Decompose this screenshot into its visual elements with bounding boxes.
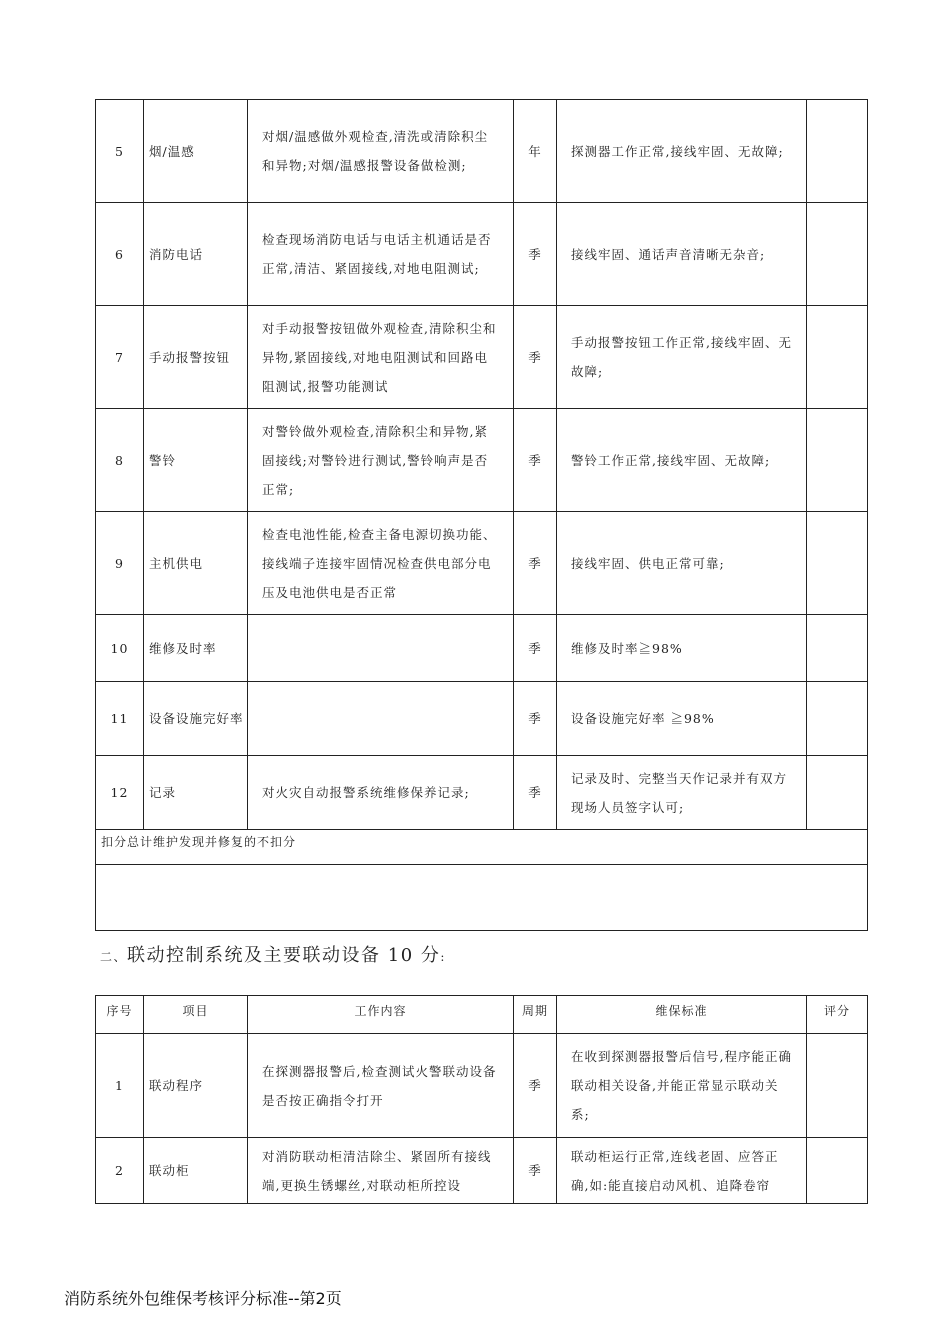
note-row — [96, 830, 868, 865]
row-number: 5 — [96, 100, 144, 203]
blank-cell — [96, 865, 868, 931]
header-content: 工作内容 — [248, 996, 514, 1034]
row-number: 8 — [96, 409, 144, 512]
row-score — [807, 512, 868, 615]
table-row — [96, 756, 868, 830]
row-score — [807, 615, 868, 682]
row-period: 季 — [514, 615, 557, 682]
row-score — [807, 100, 868, 203]
maintenance-table-linkage — [95, 995, 868, 1204]
table-row — [96, 512, 868, 615]
table-row — [96, 100, 868, 203]
row-score — [807, 203, 868, 306]
row-standard: 在收到探测器报警后信号,程序能正确联动相关设备,并能正常显示联动关系; — [557, 1034, 807, 1138]
maintenance-table-fire-alarm — [95, 99, 868, 931]
row-standard: 设备设施完好率 ≧98% — [557, 682, 807, 756]
row-content: 对手动报警按钮做外观检查,清除积尘和异物,紧固接线,对地电阻测试和回路电阻测试,报警功能测试 — [248, 306, 514, 409]
row-content: 对警铃做外观检查,清除积尘和异物,紧固接线;对警铃进行测试,警铃响声是否正常; — [248, 409, 514, 512]
row-standard: 接线牢固、供电正常可靠; — [557, 512, 807, 615]
row-standard: 手动报警按钮工作正常,接线牢固、无故障; — [557, 306, 807, 409]
row-standard: 接线牢固、通话声音清晰无杂音; — [557, 203, 807, 306]
row-period: 季 — [514, 306, 557, 409]
table-header-row — [96, 996, 868, 1034]
row-score — [807, 682, 868, 756]
table-row — [96, 1034, 868, 1138]
row-number: 10 — [96, 615, 144, 682]
row-content: 对烟/温感做外观检查,清洗或清除积尘和异物;对烟/温感报警设备做检测; — [248, 100, 514, 203]
row-standard: 警铃工作正常,接线牢固、无故障; — [557, 409, 807, 512]
row-period: 季 — [514, 409, 557, 512]
row-number: 12 — [96, 756, 144, 830]
row-period: 季 — [514, 1034, 557, 1138]
table-row — [96, 1138, 868, 1204]
row-item: 记录 — [144, 756, 248, 830]
row-standard: 记录及时、完整当天作记录并有双方现场人员签字认可; — [557, 756, 807, 830]
row-period: 季 — [514, 756, 557, 830]
row-item: 手动报警按钮 — [144, 306, 248, 409]
section-suffix: : — [440, 950, 446, 964]
blank-row — [96, 865, 868, 931]
deduction-note: 扣分总计维护发现并修复的不扣分 — [96, 830, 868, 865]
row-item: 联动柜 — [144, 1138, 248, 1204]
row-period: 季 — [514, 1138, 557, 1204]
section-heading — [100, 941, 446, 967]
header-standard: 维保标准 — [557, 996, 807, 1034]
row-content — [248, 682, 514, 756]
row-item: 维修及时率 — [144, 615, 248, 682]
section-prefix: 二、 — [100, 950, 128, 964]
row-number: 1 — [96, 1034, 144, 1138]
table-row — [96, 203, 868, 306]
row-period: 季 — [514, 682, 557, 756]
table-row — [96, 615, 868, 682]
row-number: 6 — [96, 203, 144, 306]
row-number: 2 — [96, 1138, 144, 1204]
row-score — [807, 1034, 868, 1138]
row-content: 检查电池性能,检查主备电源切换功能、接线端子连接牢固情况检查供电部分电压及电池供电是否正常 — [248, 512, 514, 615]
row-item: 设备设施完好率 — [144, 682, 248, 756]
row-item: 烟/温感 — [144, 100, 248, 203]
header-period: 周期 — [514, 996, 557, 1034]
row-item: 消防电话 — [144, 203, 248, 306]
table-row — [96, 682, 868, 756]
row-content: 检查现场消防电话与电话主机通话是否正常,清洁、紧固接线,对地电阻测试; — [248, 203, 514, 306]
row-content — [248, 615, 514, 682]
row-period: 季 — [514, 512, 557, 615]
row-period: 季 — [514, 203, 557, 306]
row-standard: 联动柜运行正常,连线老固、应答正确,如:能直接启动风机、追降卷帘 — [557, 1138, 807, 1204]
table-row — [96, 306, 868, 409]
header-no: 序号 — [96, 996, 144, 1034]
row-item: 主机供电 — [144, 512, 248, 615]
row-standard: 维修及时率≧98% — [557, 615, 807, 682]
row-score — [807, 756, 868, 830]
row-score — [807, 1138, 868, 1204]
row-item: 警铃 — [144, 409, 248, 512]
table-row — [96, 409, 868, 512]
row-number: 7 — [96, 306, 144, 409]
header-item: 项目 — [144, 996, 248, 1034]
row-score — [807, 306, 868, 409]
header-score: 评分 — [807, 996, 868, 1034]
section-title-text: 联动控制系统及主要联动设备 10 分 — [127, 945, 441, 966]
row-content: 对消防联动柜清洁除尘、紧固所有接线端,更换生锈螺丝,对联动柜所控设 — [248, 1138, 514, 1204]
row-content: 对火灾自动报警系统维修保养记录; — [248, 756, 514, 830]
row-content: 在探测器报警后,检查测试火警联动设备是否按正确指令打开 — [248, 1034, 514, 1138]
row-number: 9 — [96, 512, 144, 615]
row-standard: 探测器工作正常,接线牢固、无故障; — [557, 100, 807, 203]
row-score — [807, 409, 868, 512]
row-item: 联动程序 — [144, 1034, 248, 1138]
page-footer: 消防系统外包维保考核评分标准--第2页 — [64, 1289, 342, 1308]
row-number: 11 — [96, 682, 144, 756]
row-period: 年 — [514, 100, 557, 203]
